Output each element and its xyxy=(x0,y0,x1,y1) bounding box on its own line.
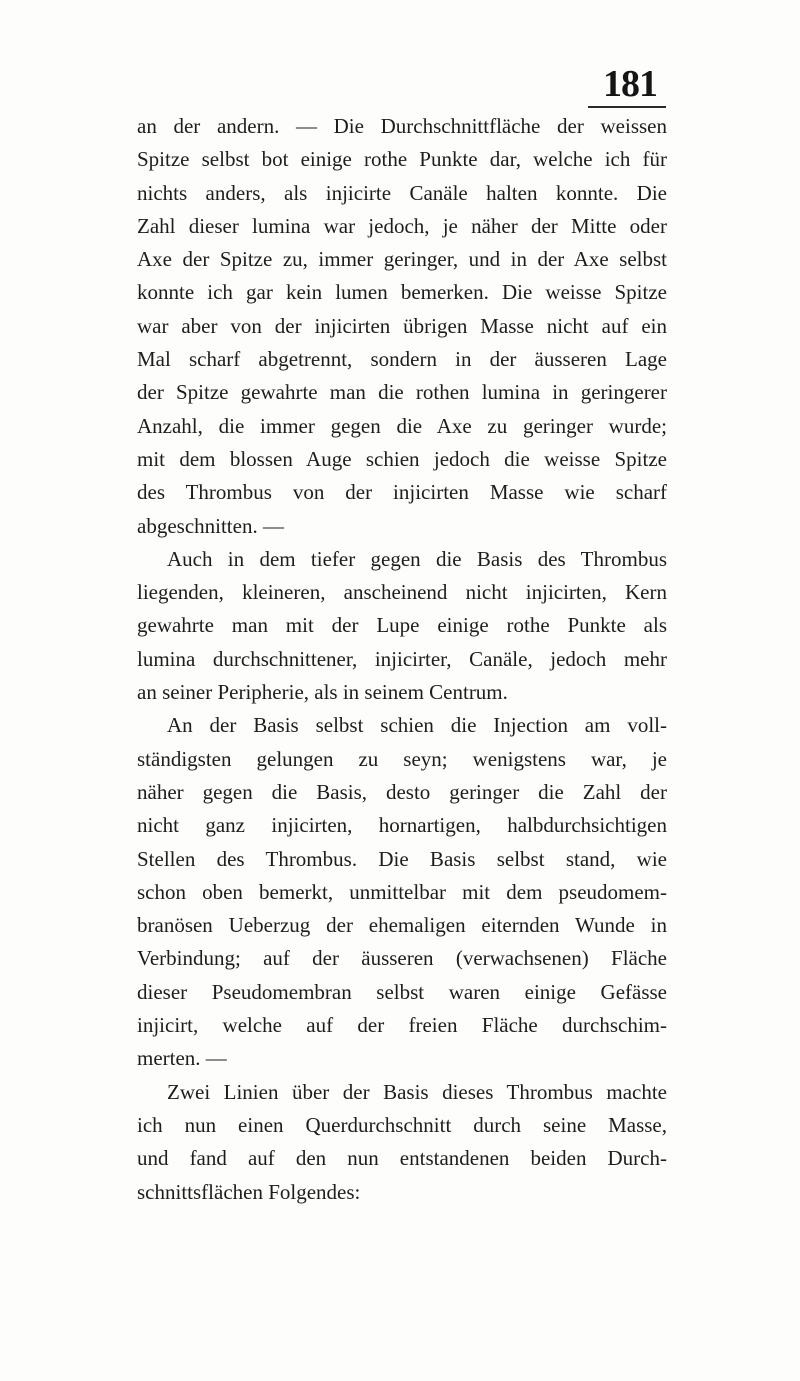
text-line: des Thrombus von der injicirten Masse wie scharf xyxy=(137,480,667,505)
text-line: ich nun einen Querdurchschnitt durch seine Masse, xyxy=(137,1112,667,1137)
text-line: Anzahl, die immer gegen die Axe zu geringer wurde; xyxy=(137,413,667,438)
text-line: lumina durchschnittener, injicirter, Canäle, jedoch mehr xyxy=(137,646,667,671)
paragraph-start-line: An der Basis selbst schien die Injection am voll- xyxy=(167,713,667,738)
text-line: konnte ich gar kein lumen bemerken. Die weisse Spitze xyxy=(137,280,667,305)
text-line: schnittsflächen Folgendes: xyxy=(137,1179,361,1204)
text-line: injicirt, welche auf der freien Fläche durchschim- xyxy=(137,1013,667,1038)
text-line: dieser Pseudomembran selbst waren einige Gefässe xyxy=(137,979,667,1004)
text-line: näher gegen die Basis, desto geringer die Zahl der xyxy=(137,779,667,804)
text-line: Mal scharf abgetrennt, sondern in der äusseren Lage xyxy=(137,347,667,372)
text-line: Verbindung; auf der äusseren (verwachsenen) Fläche xyxy=(137,946,667,971)
text-line: und fand auf den nun entstandenen beiden Durch- xyxy=(137,1146,667,1171)
text-line: nicht ganz injicirten, hornartigen, halbdurchsichtigen xyxy=(137,813,667,838)
paragraph-start-line: Auch in dem tiefer gegen die Basis des Thrombus xyxy=(167,546,667,571)
text-line: ständigsten gelungen zu seyn; wenigstens war, je xyxy=(137,746,667,771)
header-rule xyxy=(588,106,666,108)
text-line: branösen Ueberzug der ehemaligen eiternden Wunde in xyxy=(137,913,667,938)
text-line: abgeschnitten. — xyxy=(137,513,284,538)
text-line: liegenden, kleineren, anscheinend nicht injicirten, Kern xyxy=(137,580,667,605)
text-line: an seiner Peripherie, als in seinem Centrum. xyxy=(137,680,508,705)
text-line: nichts anders, als injicirte Canäle halten konnte. Die xyxy=(137,180,667,205)
text-line: Zahl dieser lumina war jedoch, je näher der Mitte oder xyxy=(137,213,667,238)
text-line: mit dem blossen Auge schien jedoch die weisse Spitze xyxy=(137,446,667,471)
text-line: Stellen des Thrombus. Die Basis selbst stand, wie xyxy=(137,846,667,871)
text-line: Spitze selbst bot einige rothe Punkte dar, welche ich für xyxy=(137,147,667,172)
text-line: der Spitze gewahrte man die rothen lumina in geringerer xyxy=(137,380,667,405)
paragraph-start-line: Zwei Linien über der Basis dieses Thrombus machte xyxy=(167,1079,667,1104)
text-line: merten. — xyxy=(137,1046,227,1071)
page-number: 181 xyxy=(603,63,657,105)
body-text xyxy=(137,110,667,1209)
text-line: war aber von der injicirten übrigen Masse nicht auf ein xyxy=(137,313,667,338)
text-line: an der andern. — Die Durchschnittfläche der weissen xyxy=(137,114,667,138)
text-line: gewahrte man mit der Lupe einige rothe Punkte als xyxy=(137,613,667,638)
text-line: Axe der Spitze zu, immer geringer, und in der Axe selbst xyxy=(137,247,667,272)
text-line: schon oben bemerkt, unmittelbar mit dem pseudomem- xyxy=(137,879,667,904)
